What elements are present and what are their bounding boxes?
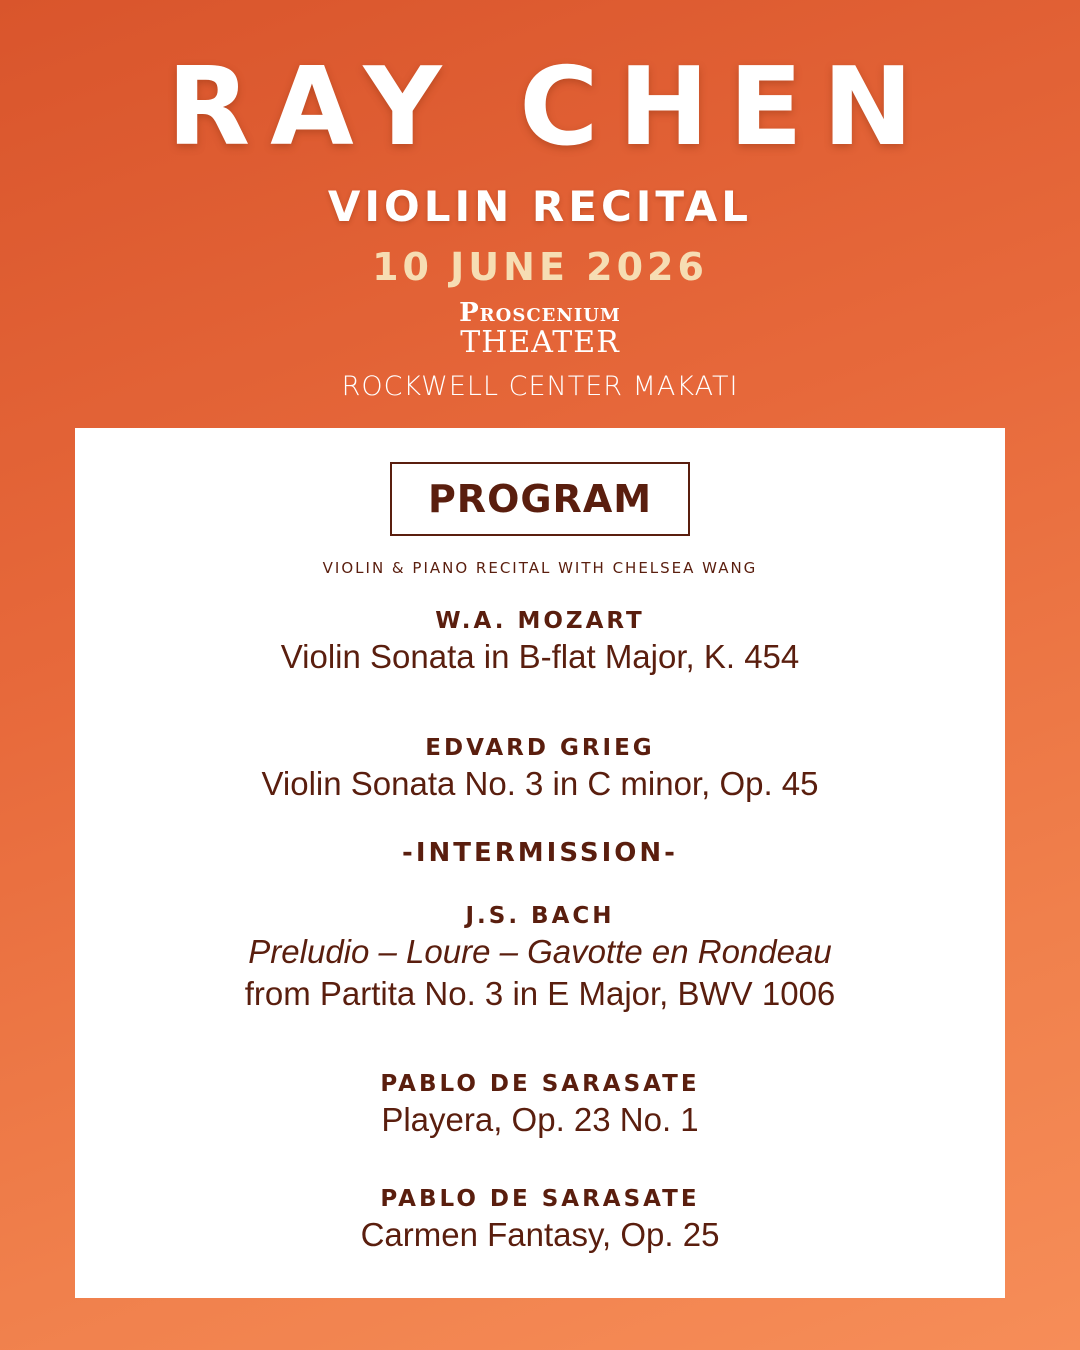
venue-name: Proscenium — [459, 298, 621, 328]
composer-name: PABLO DE SARASATE — [380, 1186, 700, 1212]
composer-name: W.A. MOZART — [435, 608, 645, 634]
composer-name: PABLO DE SARASATE — [380, 1071, 700, 1097]
artist-name: RAY CHEN — [166, 45, 934, 170]
intermission-label: -INTERMISSION- — [402, 838, 678, 868]
composer-name: J.S. BACH — [465, 903, 615, 929]
venue-type: THEATER — [460, 325, 620, 360]
program-piece — [75, 1069, 1005, 1141]
event-date: 10 JUNE 2026 — [372, 245, 708, 289]
program-title-box — [390, 462, 690, 536]
program-subtitle: VIOLIN & PIANO RECITAL WITH CHELSEA WANG — [322, 559, 758, 577]
program-piece — [75, 606, 1005, 678]
program-piece — [75, 733, 1005, 805]
work-title: from Partita No. 3 in E Major, BWV 1006 — [244, 975, 836, 1012]
venue-location: ROCKWELL CENTER MAKATI — [341, 371, 739, 402]
program-piece — [75, 901, 1005, 1015]
work-movements: Preludio – Loure – Gavotte en Rondeau — [248, 933, 832, 970]
program-card — [75, 428, 1005, 1298]
work-title: Violin Sonata in B-flat Major, K. 454 — [280, 638, 800, 675]
composer-name: EDVARD GRIEG — [425, 735, 655, 761]
program-title: PROGRAM — [427, 477, 653, 521]
work-title: Playera, Op. 23 No. 1 — [381, 1101, 699, 1138]
work-title: Violin Sonata No. 3 in C minor, Op. 45 — [261, 765, 819, 802]
event-subtitle: VIOLIN RECITAL — [327, 182, 753, 231]
program-piece — [75, 1184, 1005, 1256]
work-title: Carmen Fantasy, Op. 25 — [360, 1216, 720, 1253]
